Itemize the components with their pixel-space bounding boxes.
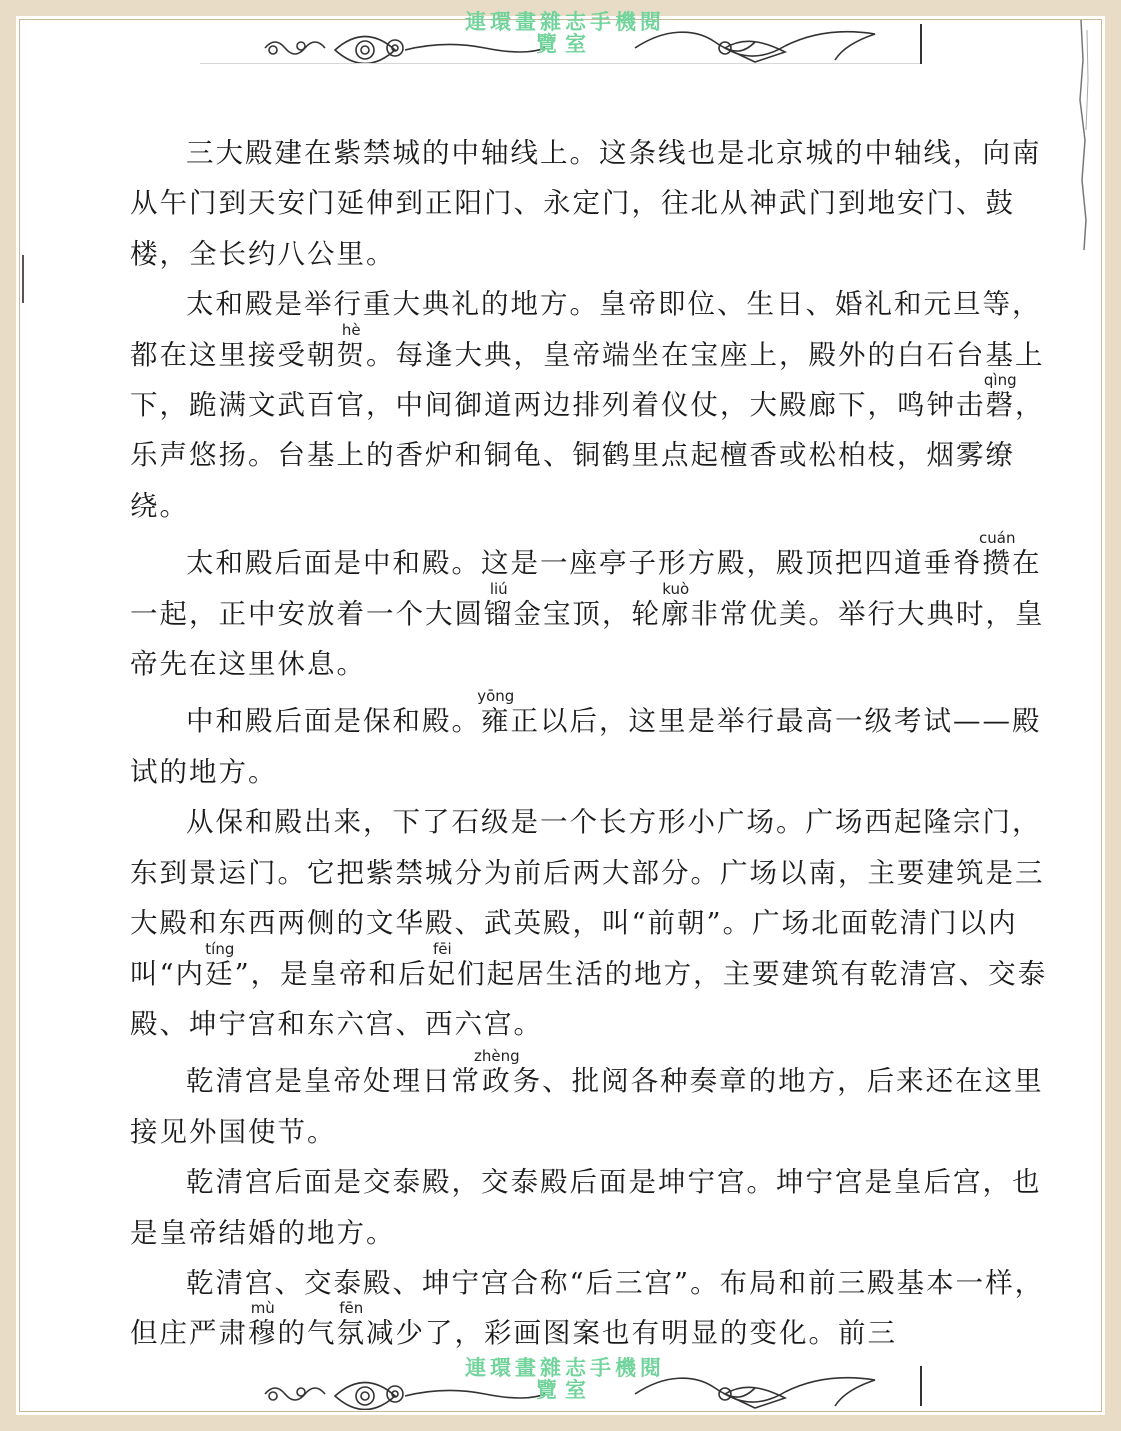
text-run: 金宝顶，轮 bbox=[513, 597, 661, 630]
text-run: 太和殿是举行重大典礼的地方。皇帝即位、生日、婚礼和元旦等，都在这里接受朝 bbox=[130, 288, 1042, 371]
paragraph-6 bbox=[130, 1049, 1055, 1157]
pinyin: qìng bbox=[983, 371, 1017, 390]
pinyin: kuò bbox=[661, 579, 691, 598]
pinyin-annotated-char bbox=[484, 579, 514, 630]
annotated-char: 廓 bbox=[661, 597, 691, 630]
annotated-char: 攒 bbox=[979, 547, 1016, 580]
annotated-char: 雍 bbox=[477, 705, 515, 738]
pinyin: mù bbox=[248, 1299, 278, 1318]
scan-left-mark bbox=[22, 255, 24, 303]
pinyin: zhèng bbox=[474, 1047, 520, 1066]
watermark-text-line2: 覽室 bbox=[536, 1378, 594, 1402]
text-run: 务、批阅各种奏章的地方，后来还在这里接见外国使节。 bbox=[130, 1065, 1044, 1148]
text-run: 。每逢大典，皇帝端坐在宝座上，殿外的白石台基上下，跪满文武百官，中间御道两边排列着仪仗，大殿廊下，鸣钟击 bbox=[130, 338, 1045, 422]
text-run: 正以后，这里是举行最高一级考试——殿试的地方。 bbox=[130, 705, 1042, 788]
pinyin-annotated-char bbox=[979, 529, 1016, 580]
pinyin-annotated-char bbox=[474, 1047, 520, 1098]
annotated-char: 磬 bbox=[983, 389, 1017, 422]
text-run: 在一起，正中安放着一个大圆 bbox=[130, 547, 1042, 630]
pinyin: fēi bbox=[427, 939, 458, 958]
header-tick bbox=[920, 24, 922, 64]
pinyin-annotated-char bbox=[336, 1299, 367, 1350]
text-run: 三大殿建在紫禁城的中轴线上。这条线也是北京城的中轴线，向南从午门到天安门延伸到正阳门、永定门，往北从神武门到地安门、鼓楼，全长约八公里。 bbox=[130, 137, 1042, 270]
pinyin-annotated-char bbox=[427, 939, 458, 990]
pinyin: yōng bbox=[477, 687, 515, 706]
paragraph-4 bbox=[130, 689, 1055, 797]
annotated-char: 妃 bbox=[427, 957, 458, 990]
scan-edge-mark-icon bbox=[1077, 20, 1093, 250]
pinyin: hè bbox=[336, 320, 366, 339]
text-run: 乾清宫、交泰殿、坤宁宫合称“后三宫”。布局和前三殿基本一样，但庄严肃 bbox=[130, 1266, 1045, 1350]
pinyin: tíng bbox=[205, 939, 235, 958]
header-rule bbox=[200, 63, 922, 64]
text-run: 乾清宫后面是交泰殿，交泰殿后面是坤宁宫。坤宁宫是皇后宫，也是皇帝结婚的地方。 bbox=[130, 1166, 1042, 1249]
watermark-banner-top bbox=[255, 10, 895, 66]
paragraph-7 bbox=[130, 1157, 1055, 1258]
watermark-text-line2: 覽室 bbox=[536, 32, 594, 56]
footer-tick bbox=[920, 1366, 922, 1406]
pinyin: cuán bbox=[979, 529, 1016, 548]
pinyin: fēn bbox=[336, 1299, 366, 1318]
paragraph-1 bbox=[130, 128, 1055, 279]
annotated-char: 政 bbox=[474, 1065, 520, 1098]
article-body bbox=[130, 128, 1055, 1359]
watermark-text-line1: 連環畫雜志手機閱 bbox=[465, 1356, 665, 1380]
text-run: 太和殿后面是中和殿。这是一座亭子形方殿，殿顶把四道垂脊 bbox=[186, 547, 983, 580]
paragraph-8 bbox=[130, 1258, 1055, 1359]
text-run: 减少了，彩画图案也有明显的变化。前三 bbox=[366, 1317, 897, 1350]
text-run: 们起居生活的地方，主要建筑有乾清宫、交泰殿、坤宁宫和东六宫、西六宫。 bbox=[130, 957, 1048, 1040]
watermark-banner-bottom bbox=[255, 1356, 895, 1412]
pinyin-annotated-char bbox=[248, 1299, 278, 1350]
text-run: 非常优美。举行大典时，皇帝先在这里休息。 bbox=[130, 597, 1045, 681]
watermark-text-line1: 連環畫雜志手機閱 bbox=[465, 10, 665, 34]
paragraph-2 bbox=[130, 279, 1055, 531]
pinyin-annotated-char bbox=[336, 320, 367, 371]
text-run: ”，是皇帝和后 bbox=[234, 957, 428, 990]
text-run: 从保和殿出来，下了石级是一个长方形小广场。广场西起隆宗门，东到景运门。它把紫禁城分为前后两大部分。广场以南，主要建筑是三大殿和东西两侧的文华殿、武英殿，叫“前朝”。广场北面乾清门以内叫“内 bbox=[130, 806, 1045, 990]
text-run: 的气 bbox=[277, 1317, 337, 1350]
paragraph-5 bbox=[130, 797, 1055, 1049]
text-run: 中和殿后面是保和殿。 bbox=[186, 705, 481, 738]
paragraph-3 bbox=[130, 531, 1055, 689]
annotated-char: 穆 bbox=[248, 1317, 278, 1350]
annotated-char: 氛 bbox=[336, 1317, 366, 1350]
pinyin-annotated-char bbox=[205, 939, 235, 990]
annotated-char: 廷 bbox=[205, 957, 235, 990]
pinyin-annotated-char bbox=[983, 371, 1017, 422]
pinyin: liú bbox=[484, 579, 514, 598]
text-run: ，乐声悠扬。台基上的香炉和铜龟、铜鹤里点起檀香或松柏枝，烟雾缭绕。 bbox=[130, 389, 1045, 522]
pinyin-annotated-char bbox=[661, 579, 691, 630]
annotated-char: 贺 bbox=[336, 338, 366, 371]
pinyin-annotated-char bbox=[477, 687, 515, 738]
annotated-char: 镏 bbox=[484, 597, 514, 630]
text-run: 乾清宫是皇帝处理日常 bbox=[186, 1065, 481, 1098]
